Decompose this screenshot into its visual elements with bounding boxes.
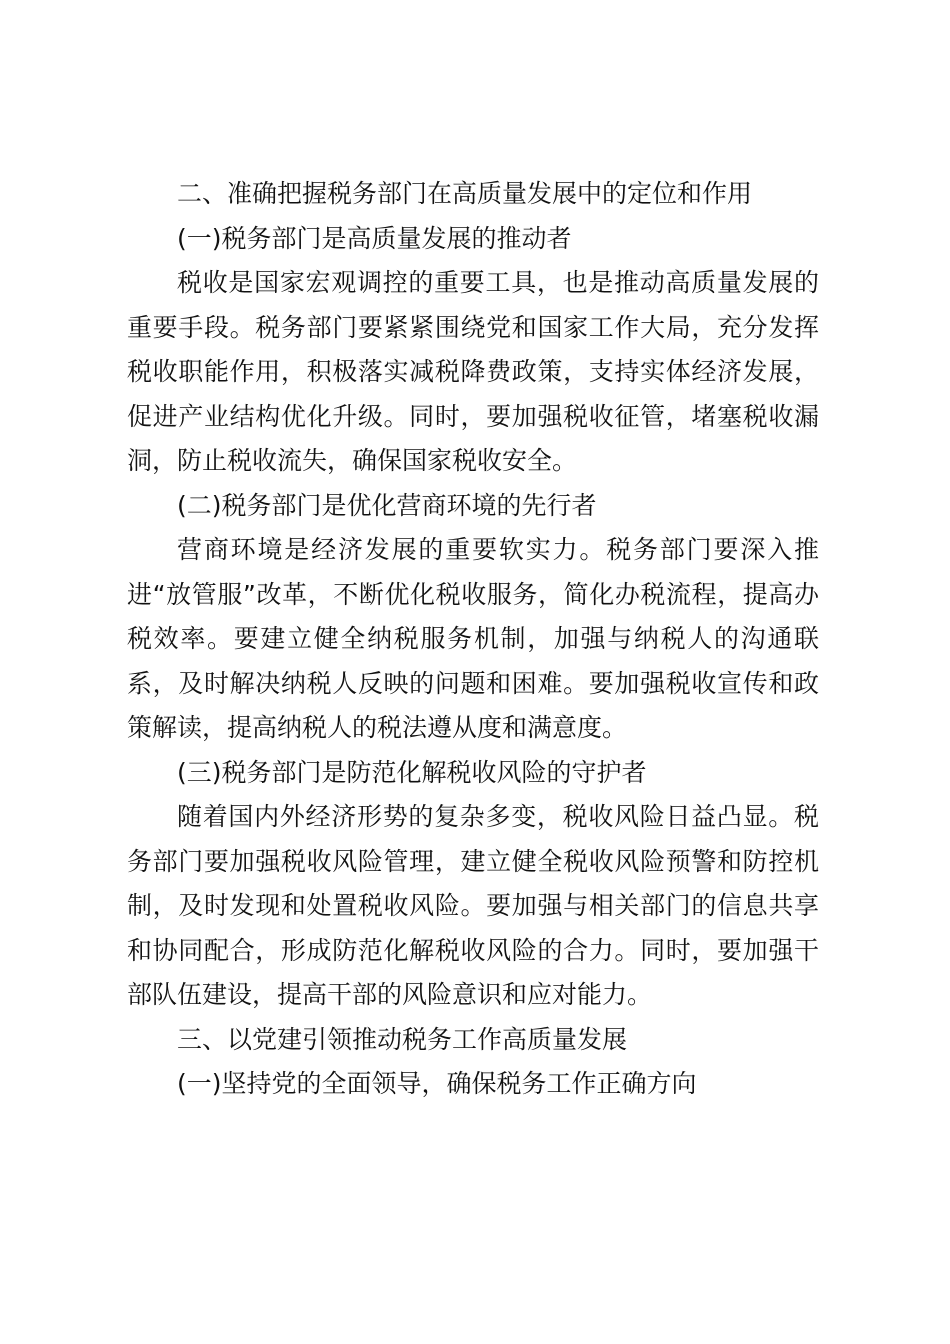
document-body [127, 172, 819, 1107]
subsection-heading-2-1: (一)税务部门是高质量发展的推动者 [177, 223, 572, 253]
section-heading-3: 三、以党建引领推动税务工作高质量发展 [177, 1024, 628, 1054]
subsection-heading-3-1: (一)坚持党的全面领导，确保税务工作正确方向 [177, 1069, 697, 1098]
subsection-heading-2-3: (三)税务部门是防范化解税收风险的守护者 [177, 757, 647, 787]
section-heading-2: 二、准确把握税务部门在高质量发展中的定位和作用 [177, 179, 753, 208]
body-paragraph: 税收是国家宏观调控的重要工具，也是推动高质量发展的重要手段。税务部门要紧紧围绕党和国家工作大局，充分发挥税收职能作用，积极落实减税降费政策，支持实体经济发展，促进产业结构优化升级。同时，要加强税收征管，堵塞税收漏洞，防止税收流失，确保国家税收安全。 [127, 268, 819, 475]
body-paragraph: 营商环境是经济发展的重要软实力。税务部门要深入推进“放管服”改革，不断优化税收服务，简化办税流程，提高办税效率。要建立健全纳税服务机制，加强与纳税人的沟通联系，及时解决纳税人反映的问题和困难。要加强税收宣传和政策解读，提高纳税人的税法遵从度和满意度。 [127, 535, 819, 742]
subsection-heading-2-2: (二)税务部门是优化营商环境的先行者 [177, 490, 597, 520]
body-paragraph: 随着国内外经济形势的复杂多变，税收风险日益凸显。税务部门要加强税收风险管理，建立健全税收风险预警和防控机制，及时发现和处置税收风险。要加强与相关部门的信息共享和协同配合，形成防范化解税收风险的合力。同时，要加强干部队伍建设，提高干部的风险意识和应对能力。 [127, 802, 819, 1009]
